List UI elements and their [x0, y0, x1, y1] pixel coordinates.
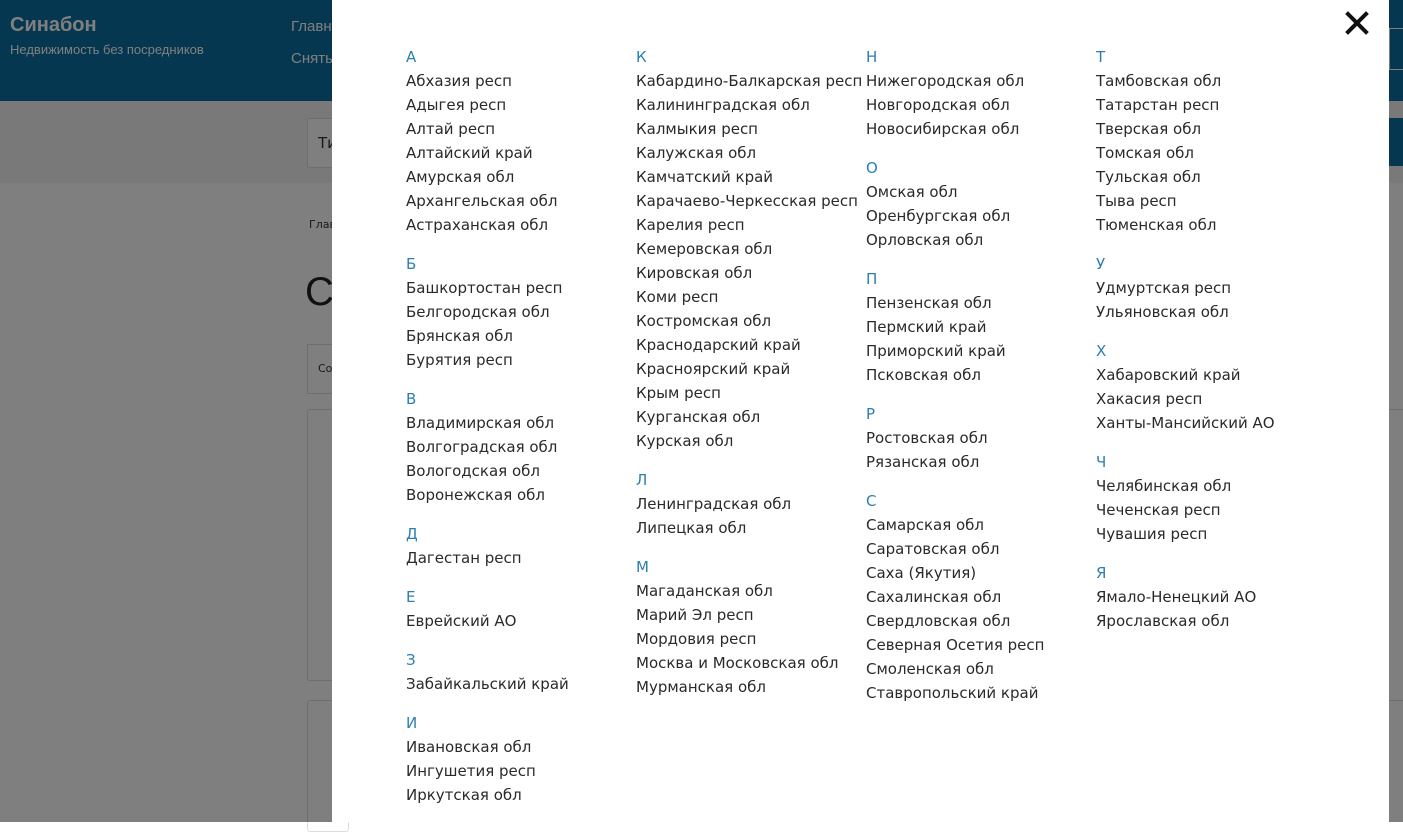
region-link[interactable]: Мурманская обл	[636, 678, 766, 696]
region-link[interactable]: Иркутская обл	[406, 786, 522, 804]
region-link[interactable]: Ульяновская обл	[1096, 303, 1229, 321]
region-link[interactable]: Краснодарский край	[636, 336, 801, 354]
region-link[interactable]: Орловская обл	[866, 231, 984, 249]
region-link[interactable]: Липецкая обл	[636, 519, 747, 537]
letter-heading: Т	[1096, 48, 1106, 66]
region-link[interactable]: Забайкальский край	[406, 675, 569, 693]
letter-group	[866, 156, 1091, 252]
region-link[interactable]: Волгоградская обл	[406, 438, 558, 456]
region-link[interactable]: Амурская обл	[406, 168, 515, 186]
region-link[interactable]: Челябинская обл	[1096, 477, 1232, 495]
region-link[interactable]: Татарстан респ	[1096, 96, 1220, 114]
region-link[interactable]: Рязанская обл	[866, 453, 980, 471]
letter-group	[1096, 561, 1321, 633]
letter-heading: Ч	[1096, 453, 1107, 471]
region-link[interactable]: Белгородская обл	[406, 303, 550, 321]
letter-heading: П	[866, 270, 878, 288]
letter-heading: С	[866, 492, 877, 510]
letter-group	[1096, 252, 1321, 324]
region-link[interactable]: Адыгея респ	[406, 96, 507, 114]
letter-group	[636, 468, 861, 540]
letter-heading: О	[866, 159, 878, 177]
region-link[interactable]: Вологодская обл	[406, 462, 540, 480]
region-link[interactable]: Нижегородская обл	[866, 72, 1025, 90]
letter-group	[406, 252, 631, 372]
region-link[interactable]: Чеченская респ	[1096, 501, 1221, 519]
region-link[interactable]: Калужская обл	[636, 144, 757, 162]
region-link[interactable]: Ханты-Мансийский АО	[1096, 414, 1275, 432]
region-link[interactable]: Удмуртская респ	[1096, 279, 1232, 297]
region-link[interactable]: Омская обл	[866, 183, 958, 201]
letter-heading: В	[406, 390, 417, 408]
region-link[interactable]: Башкортостан респ	[406, 279, 563, 297]
region-link[interactable]: Камчатский край	[636, 168, 774, 186]
region-link[interactable]: Ямало-Ненецкий АО	[1096, 588, 1257, 606]
letter-heading: Л	[636, 471, 648, 489]
region-link[interactable]: Марий Эл респ	[636, 606, 754, 624]
letter-heading: Б	[406, 255, 417, 273]
region-column	[406, 45, 631, 822]
region-link[interactable]: Калмыкия респ	[636, 120, 758, 138]
letter-group	[1096, 339, 1321, 435]
letter-group	[636, 45, 861, 453]
region-link[interactable]: Коми респ	[636, 288, 719, 306]
region-link[interactable]: Бурятия респ	[406, 351, 513, 369]
region-link[interactable]: Владимирская обл	[406, 414, 555, 432]
letter-group	[866, 402, 1091, 474]
letter-heading: К	[636, 48, 647, 66]
letter-group	[1096, 450, 1321, 546]
letter-group	[406, 522, 631, 570]
region-link[interactable]: Саха (Якутия)	[866, 564, 977, 582]
region-link[interactable]: Карелия респ	[636, 216, 745, 234]
region-select-modal	[332, 0, 1389, 822]
region-link[interactable]: Тверская обл	[1096, 120, 1202, 138]
region-link[interactable]: Воронежская обл	[406, 486, 546, 504]
letter-group	[1096, 45, 1321, 237]
region-link[interactable]: Красноярский край	[636, 360, 791, 378]
region-link[interactable]: Ивановская обл	[406, 738, 532, 756]
letter-group	[636, 555, 861, 699]
region-link[interactable]: Ярославская обл	[1096, 612, 1230, 630]
region-link[interactable]: Новосибирская обл	[866, 120, 1020, 138]
region-link[interactable]: Алтайский край	[406, 144, 533, 162]
region-link[interactable]: Астраханская обл	[406, 216, 549, 234]
region-link[interactable]: Курганская обл	[636, 408, 761, 426]
letter-heading: А	[406, 48, 417, 66]
letter-heading: Д	[406, 525, 418, 543]
region-link[interactable]: Смоленская обл	[866, 660, 994, 678]
region-link[interactable]: Самарская обл	[866, 516, 985, 534]
region-link[interactable]: Хабаровский край	[1096, 366, 1241, 384]
letter-heading: Н	[866, 48, 878, 66]
letter-heading: З	[406, 651, 416, 669]
region-link[interactable]: Мордовия респ	[636, 630, 757, 648]
region-link[interactable]: Ставропольский край	[866, 684, 1039, 702]
letter-heading: Е	[406, 588, 416, 606]
region-link[interactable]: Дагестан респ	[406, 549, 522, 567]
region-link[interactable]: Ленинградская обл	[636, 495, 792, 513]
region-link[interactable]: Москва и Московская обл	[636, 654, 839, 672]
letter-group	[406, 711, 631, 807]
region-link[interactable]: Архангельская обл	[406, 192, 558, 210]
letter-heading: У	[1096, 255, 1106, 273]
region-link[interactable]: Саратовская обл	[866, 540, 1000, 558]
region-link[interactable]: Абхазия респ	[406, 72, 512, 90]
region-link[interactable]: Пензенская обл	[866, 294, 992, 312]
close-button[interactable]	[1342, 8, 1372, 38]
letter-group	[406, 387, 631, 507]
region-link[interactable]: Тыва респ	[1096, 192, 1177, 210]
letter-heading: Р	[866, 405, 876, 423]
region-column	[866, 45, 1091, 720]
region-link[interactable]: Новгородская обл	[866, 96, 1010, 114]
letter-heading: Х	[1096, 342, 1107, 360]
region-link[interactable]: Оренбургская обл	[866, 207, 1011, 225]
letter-group	[406, 648, 631, 696]
region-link[interactable]: Брянская обл	[406, 327, 513, 345]
region-link[interactable]: Карачаево-Черкесская респ	[636, 192, 858, 210]
region-link[interactable]: Хакасия респ	[1096, 390, 1203, 408]
letter-heading: Я	[1096, 564, 1107, 582]
region-link[interactable]: Томская обл	[1096, 144, 1194, 162]
region-link[interactable]: Крым респ	[636, 384, 721, 402]
letter-heading: М	[636, 558, 649, 576]
close-icon	[1342, 8, 1372, 38]
region-link[interactable]: Свердловская обл	[866, 612, 1011, 630]
region-link[interactable]: Приморский край	[866, 342, 1006, 360]
region-link[interactable]: Пермский край	[866, 318, 987, 336]
region-link[interactable]: Тюменская обл	[1096, 216, 1217, 234]
region-link[interactable]: Калининградская обл	[636, 96, 810, 114]
region-link[interactable]: Ингушетия респ	[406, 762, 536, 780]
region-link[interactable]: Кабардино-Балкарская респ	[636, 72, 863, 90]
region-link[interactable]: Курская обл	[636, 432, 734, 450]
region-link[interactable]: Кемеровская обл	[636, 240, 773, 258]
region-link[interactable]: Костромская обл	[636, 312, 772, 330]
letter-group	[866, 267, 1091, 387]
region-column	[1096, 45, 1321, 648]
region-link[interactable]: Тульская обл	[1096, 168, 1201, 186]
letter-group	[866, 45, 1091, 141]
region-link[interactable]: Кировская обл	[636, 264, 753, 282]
region-link[interactable]: Чувашия респ	[1096, 525, 1208, 543]
letter-group	[406, 45, 631, 237]
region-link[interactable]: Тамбовская обл	[1096, 72, 1222, 90]
region-link[interactable]: Псковская обл	[866, 366, 981, 384]
region-column	[636, 45, 861, 714]
region-link[interactable]: Алтай респ	[406, 120, 496, 138]
region-link[interactable]: Северная Осетия респ	[866, 636, 1045, 654]
region-link[interactable]: Сахалинская обл	[866, 588, 1002, 606]
letter-heading: И	[406, 714, 418, 732]
letter-group	[866, 489, 1091, 705]
region-link[interactable]: Ростовская обл	[866, 429, 988, 447]
letter-group	[406, 585, 631, 633]
region-link[interactable]: Магаданская обл	[636, 582, 773, 600]
region-link[interactable]: Еврейский АО	[406, 612, 517, 630]
